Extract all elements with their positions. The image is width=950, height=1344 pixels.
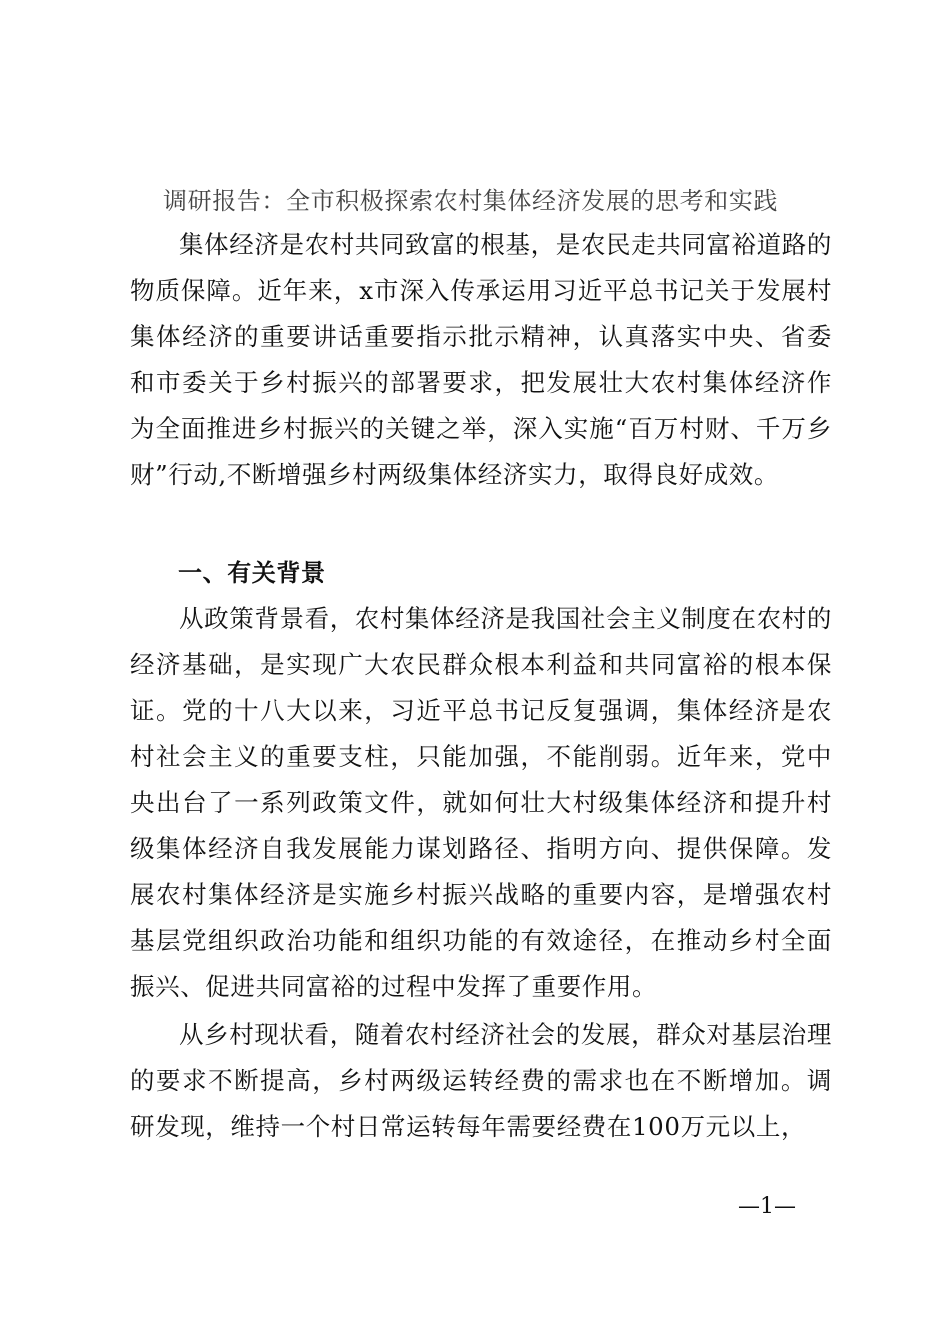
rural-status-paragraph: 从乡村现状看，随着农村经济社会的发展，群众对基层治理的要求不断提高，乡村两级运转经费的需求也在不断增加。调研发现，维持一个村日常运转每年需要经费在100万元以上， — [130, 1020, 832, 1141]
page-number: —1— — [738, 1194, 796, 1219]
section-heading: 一、有关背景 — [178, 559, 326, 587]
report-title: 调研报告：全市积极探索农村集体经济发展的思考和实践 — [163, 187, 778, 215]
intro-paragraph: 集体经济是农村共同致富的根基，是农民走共同富裕道路的物质保障。近年来，x市深入传承运用习近平总书记关于发展村集体经济的重要讲话重要指示批示精神，认真落实中央、省委和市委关于乡村振兴的部署要求，把发展壮大农村集体经济作为全面推进乡村振兴的关键之举，深入实施“百万村财、千万乡财”行动,不断增强乡村两级集体经济实力，取得良好成效。 — [130, 230, 832, 489]
policy-background-paragraph: 从政策背景看，农村集体经济是我国社会主义制度在农村的经济基础，是实现广大农民群众根本利益和共同富裕的根本保证。党的十八大以来，习近平总书记反复强调，集体经济是农村社会主义的重要支柱，只能加强，不能削弱。近年来，党中央出台了一系列政策文件，就如何壮大村级集体经济和提升村级集体经济自我发展能力谋划路径、指明方向、提供保障。发展农村集体经济是实施乡村振兴战略的重要内容，是增强农村基层党组织政治功能和组织功能的有效途径，在推动乡村全面振兴、促进共同富裕的过程中发挥了重要作用。 — [130, 604, 832, 1001]
